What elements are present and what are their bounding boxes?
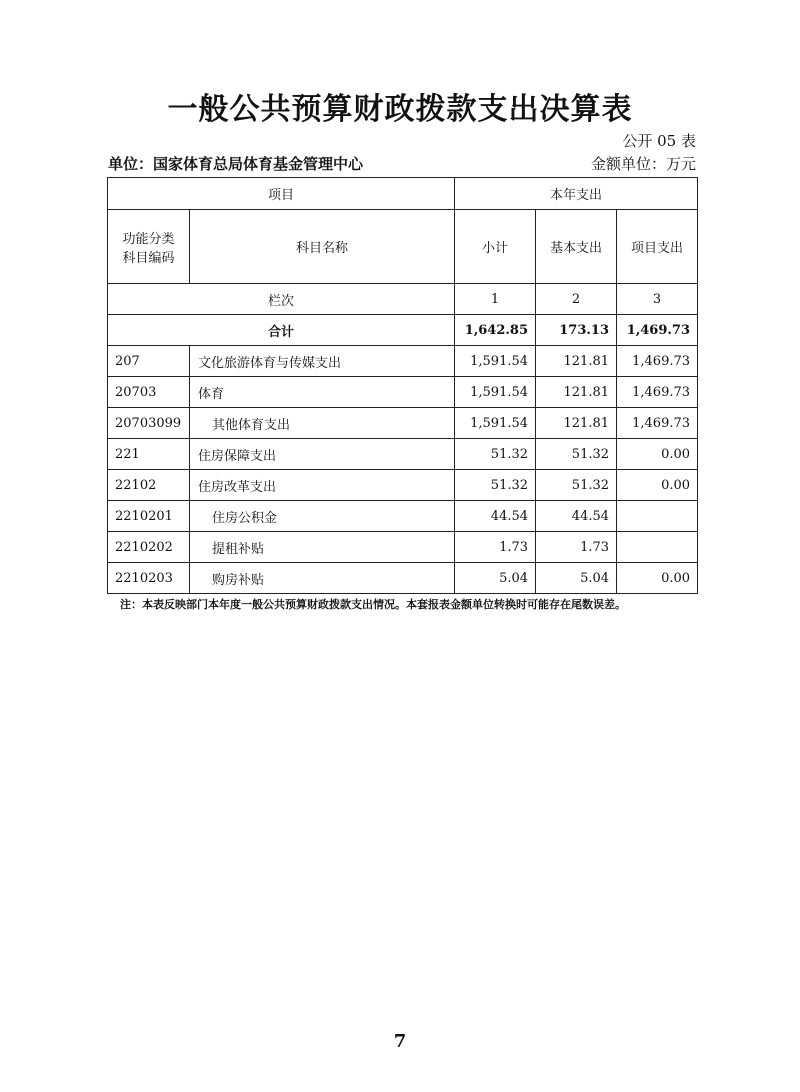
page-number: 7 <box>393 1031 407 1052</box>
table-row <box>108 439 698 470</box>
header-func-code <box>108 210 190 284</box>
row-name: 购房补贴 <box>190 563 455 594</box>
row-project: 0.00 <box>617 563 698 594</box>
expenditure-table <box>107 177 698 594</box>
row-subtotal: 51.32 <box>455 470 536 501</box>
page-title: 一般公共预算财政拨款支出决算表 <box>167 92 633 127</box>
row-subtotal: 1,591.54 <box>455 346 536 377</box>
row-subtotal: 44.54 <box>455 501 536 532</box>
row-name: 提租补贴 <box>190 532 455 563</box>
row-subtotal: 1,591.54 <box>455 377 536 408</box>
row-name: 住房保障支出 <box>190 439 455 470</box>
row-project: 1,469.73 <box>617 346 698 377</box>
row-subtotal: 1,591.54 <box>455 408 536 439</box>
row-code: 20703 <box>108 377 190 408</box>
header-func-code-line1: 功能分类 <box>122 231 175 247</box>
row-basic: 5.04 <box>536 563 617 594</box>
total-label: 合计 <box>108 315 455 346</box>
row-basic: 121.81 <box>536 408 617 439</box>
header-basic: 基本支出 <box>536 210 617 284</box>
row-subtotal: 51.32 <box>455 439 536 470</box>
row-basic: 51.32 <box>536 439 617 470</box>
header-row-1 <box>108 178 698 210</box>
row-code: 2210201 <box>108 501 190 532</box>
row-code: 221 <box>108 439 190 470</box>
row-basic: 51.32 <box>536 470 617 501</box>
row-code: 2210203 <box>108 563 190 594</box>
row-basic: 121.81 <box>536 377 617 408</box>
header-subject-name: 科目名称 <box>190 210 455 284</box>
total-basic: 173.13 <box>536 315 617 346</box>
column-index-2: 2 <box>536 284 617 315</box>
row-code: 2210202 <box>108 532 190 563</box>
row-basic: 44.54 <box>536 501 617 532</box>
row-name: 其他体育支出 <box>190 408 455 439</box>
row-project: 1,469.73 <box>617 377 698 408</box>
row-project <box>617 532 698 563</box>
total-subtotal: 1,642.85 <box>455 315 536 346</box>
row-subtotal: 1.73 <box>455 532 536 563</box>
header-func-code-line2: 科目编码 <box>122 250 175 266</box>
row-name: 住房公积金 <box>190 501 455 532</box>
column-index-1: 1 <box>455 284 536 315</box>
column-index-3: 3 <box>617 284 698 315</box>
footnote: 注：本表反映部门本年度一般公共预算财政拨款支出情况。本套报表金额单位转换时可能存在尾数误差。 <box>120 598 626 611</box>
row-code: 207 <box>108 346 190 377</box>
header-current-year: 本年支出 <box>455 178 698 210</box>
column-index-row <box>108 284 698 315</box>
money-unit-label: 金额单位：万元 <box>590 155 696 173</box>
row-basic: 1.73 <box>536 532 617 563</box>
column-index-label: 栏次 <box>108 284 455 315</box>
row-code: 20703099 <box>108 408 190 439</box>
header-subtotal: 小计 <box>455 210 536 284</box>
row-subtotal: 5.04 <box>455 563 536 594</box>
row-code: 22102 <box>108 470 190 501</box>
row-project <box>617 501 698 532</box>
row-name: 文化旅游体育与传媒支出 <box>190 346 455 377</box>
total-project: 1,469.73 <box>617 315 698 346</box>
row-basic: 121.81 <box>536 346 617 377</box>
table-row <box>108 563 698 594</box>
header-project-exp: 项目支出 <box>617 210 698 284</box>
header-row-2 <box>108 210 698 284</box>
table-row <box>108 377 698 408</box>
table-row <box>108 346 698 377</box>
row-name: 体育 <box>190 377 455 408</box>
row-project: 0.00 <box>617 439 698 470</box>
table-row <box>108 501 698 532</box>
row-project: 1,469.73 <box>617 408 698 439</box>
table-row <box>108 408 698 439</box>
row-project: 0.00 <box>617 470 698 501</box>
form-number: 公开 05 表 <box>622 132 696 150</box>
unit-label: 单位：国家体育总局体育基金管理中心 <box>108 155 364 173</box>
header-project: 项目 <box>108 178 455 210</box>
table-row <box>108 532 698 563</box>
total-row <box>108 315 698 346</box>
row-name: 住房改革支出 <box>190 470 455 501</box>
table-row <box>108 470 698 501</box>
